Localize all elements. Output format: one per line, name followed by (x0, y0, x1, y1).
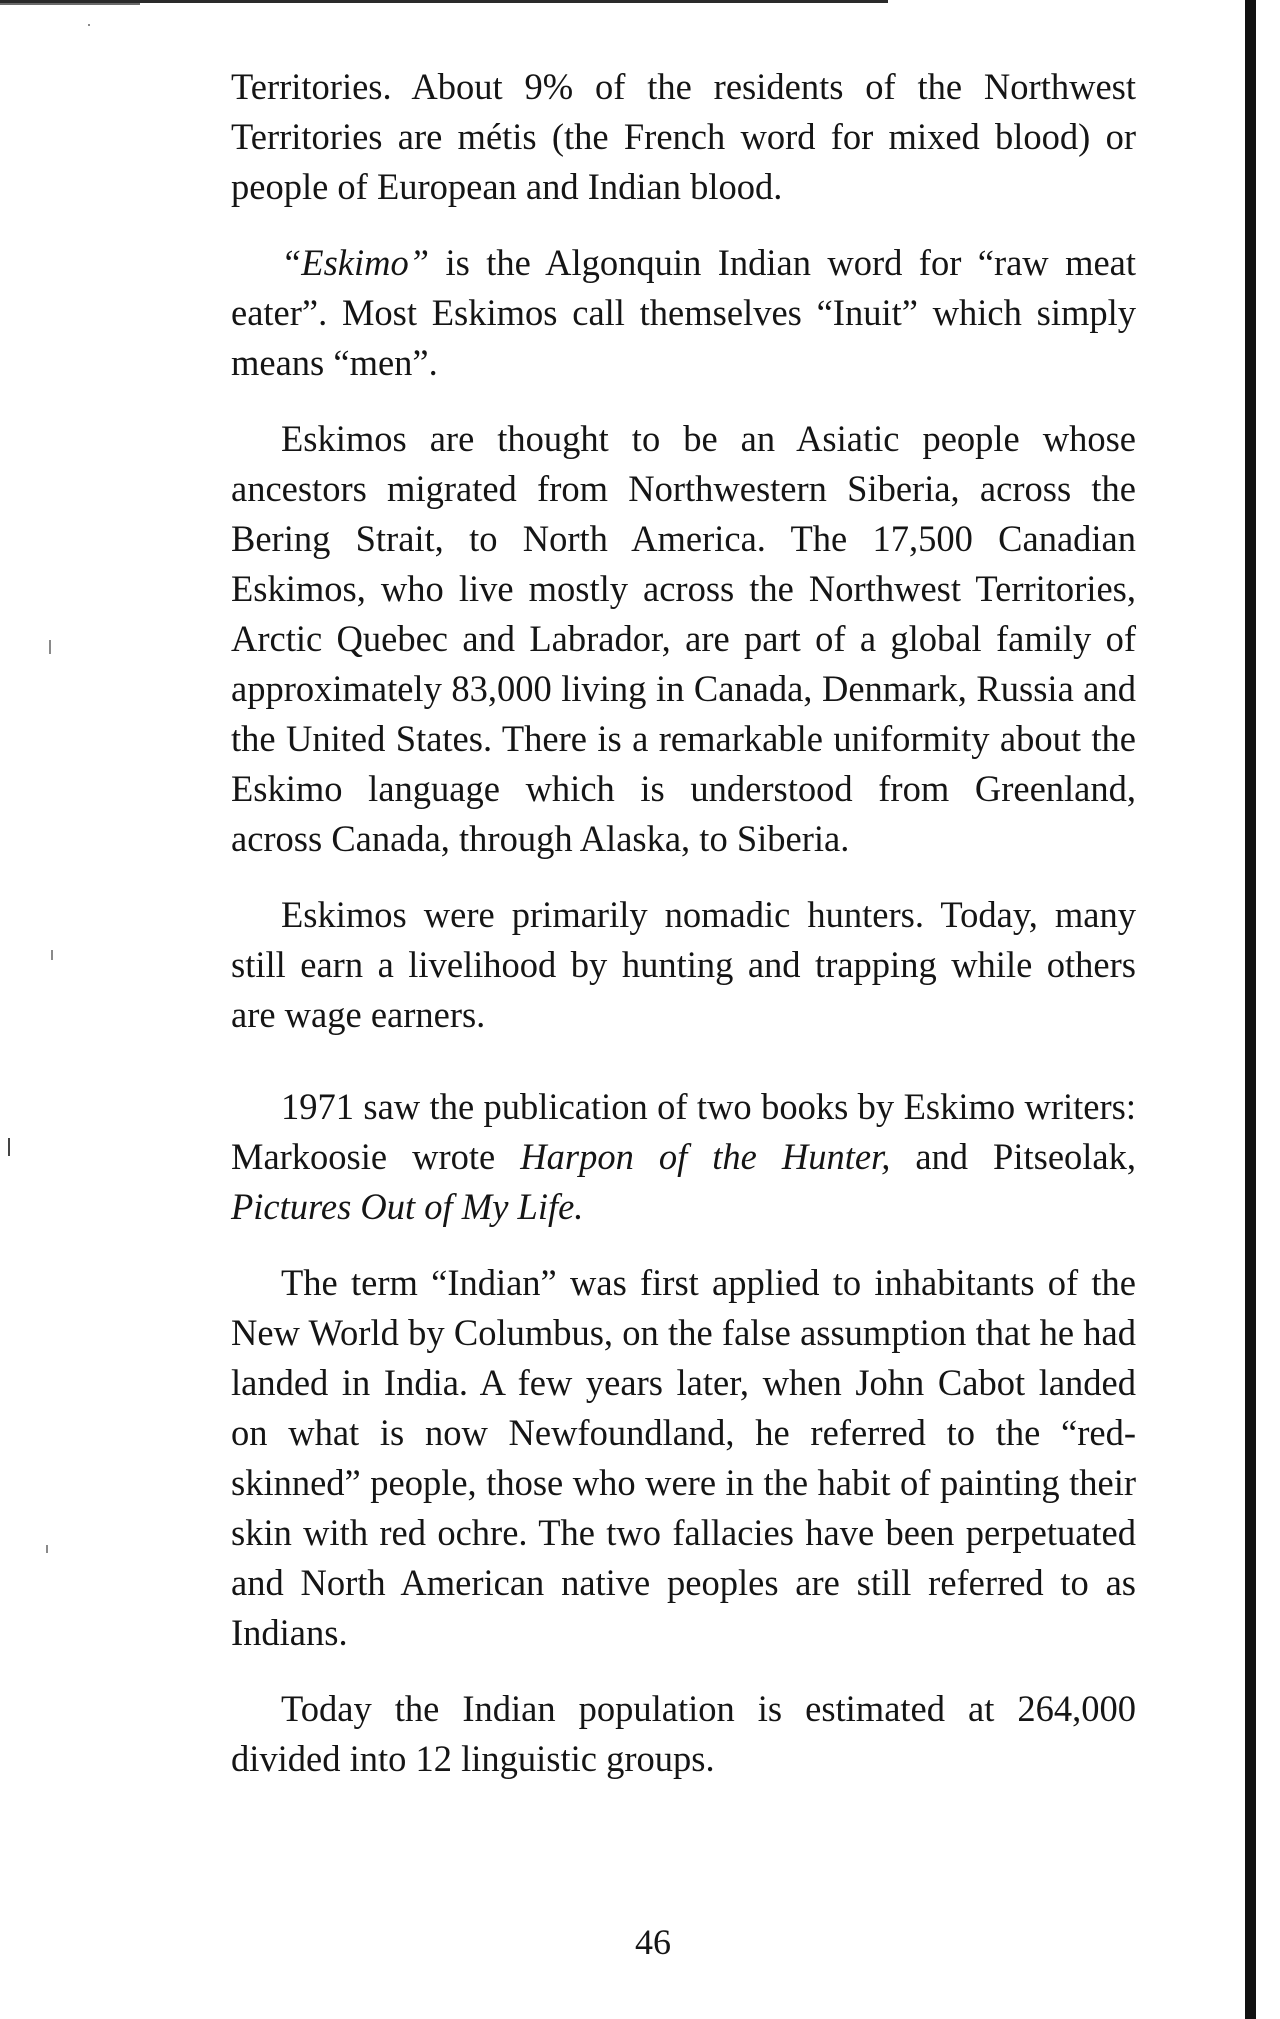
paragraph-term-indian (231, 1258, 1136, 1658)
scan-speck (51, 950, 53, 960)
paragraph-eskimo-word (231, 238, 1136, 388)
eskimo-term: “Eskimo” (281, 242, 430, 283)
paragraph-nomadic (231, 890, 1136, 1040)
paragraph-text: The term “Indian” was first applied to inhabitants of the New World by Columbus, on the false assumption that he had landed in India. A few years later, when John Cabot landed on what is now Newfoundland, he referred to the “red-skinned” people, those who were in the habit of painting their skin with red ochre. The two fallacies have been perpetuated and North American native peoples are still referred to as Indians. (231, 1262, 1136, 1653)
scan-speck (46, 1545, 48, 1553)
paragraph-text: Eskimos were primarily nomadic hunters. Today, many still earn a livelihood by hunting and trapping while others are wage earners. (231, 894, 1136, 1035)
paragraph-population (231, 1684, 1136, 1784)
scan-speck (49, 640, 51, 654)
paragraph-text: is the Algonquin Indian word for “raw meat eater”. Most Eskimos call themselves “Inuit” which simply means “men”. (231, 242, 1136, 383)
book-title: Harpon of the Hunter, (520, 1136, 891, 1177)
page-number: 46 (635, 1922, 671, 1962)
paragraph-text: and Pitseolak, (890, 1136, 1137, 1177)
paragraph-books-1971 (231, 1082, 1136, 1232)
scan-speck (8, 1138, 10, 1156)
page-edge (1245, 0, 1256, 2019)
paragraph-asiatic-origin (231, 414, 1136, 864)
body-text (231, 62, 1136, 1810)
paragraph-text: Territories. About 9% of the residents of the Northwest Territories are métis (the French word for mixed blood) or people of European and Indian blood. (231, 66, 1136, 207)
paragraph-territories (231, 62, 1136, 212)
paragraph-text: Today the Indian population is estimated at 264,000 divided into 12 linguistic groups. (231, 1688, 1136, 1779)
paragraph-text: Eskimos are thought to be an Asiatic people whose ancestors migrated from Northwestern Siberia, across the Bering Strait, to North America. The 17,500 Canadian Eskimos, who live mostly across the Northwest Territories, Arctic Quebec and Labrador, are part of a global family of approximately 83,000 living in Canada, Denmark, Russia and the United States. There is a remarkable uniformity about the Eskimo language which is understood from Greenland, across Canada, through Alaska, to Siberia. (231, 418, 1136, 859)
paragraph-text: 1971 saw the publication of two books by Eskimo writers: Markoosie wrote (231, 1086, 1136, 1177)
book-title: Pictures Out of My Life. (231, 1186, 584, 1227)
top-rule-shadow (0, 3, 140, 5)
scan-speck (88, 24, 90, 26)
